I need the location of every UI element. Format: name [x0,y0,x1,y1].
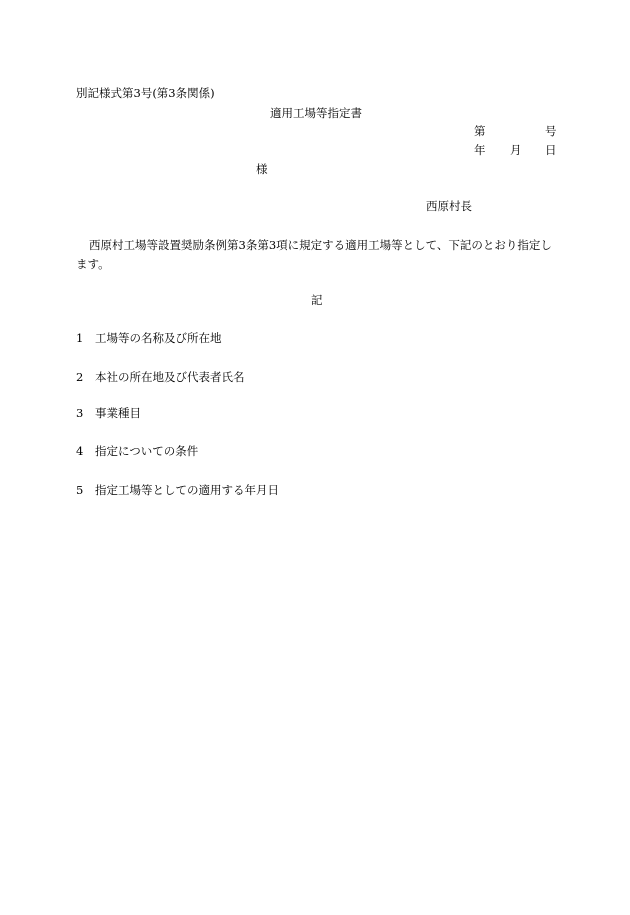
item-number: 4 [76,444,84,458]
item-number: 3 [76,406,84,420]
number-suffix: 号 [545,124,557,138]
item-number: 2 [76,370,84,384]
item-text: 指定工場等としての適用する年月日 [95,483,279,497]
list-item [76,331,222,345]
item-text: 事業種目 [95,406,141,420]
number-prefix: 第 [474,124,486,138]
item-text: 本社の所在地及び代表者氏名 [95,370,245,384]
list-item [76,406,141,420]
addressee-honorific: 様 [256,162,268,176]
document-title: 適用工場等指定書 [270,106,362,120]
item-number: 5 [76,483,84,497]
date-day-label: 日 [545,143,557,157]
date-year-label: 年 [474,143,486,157]
item-text: 工場等の名称及び所在地 [95,331,222,345]
form-identifier: 別記様式第3号(第3条関係) [76,86,215,100]
list-item [76,444,198,458]
list-item [76,370,245,384]
item-text: 指定についての条件 [95,444,199,458]
date-month-label: 月 [510,143,522,157]
issuer-name: 西原村長 [426,199,472,213]
body-paragraph: 西原村工場等設置奨励条例第3条第3項に規定する適用工場等として、下記のとおり指定します。 [76,238,552,271]
ki-heading: 記 [311,293,323,307]
item-number: 1 [76,331,84,345]
list-item [76,483,279,497]
